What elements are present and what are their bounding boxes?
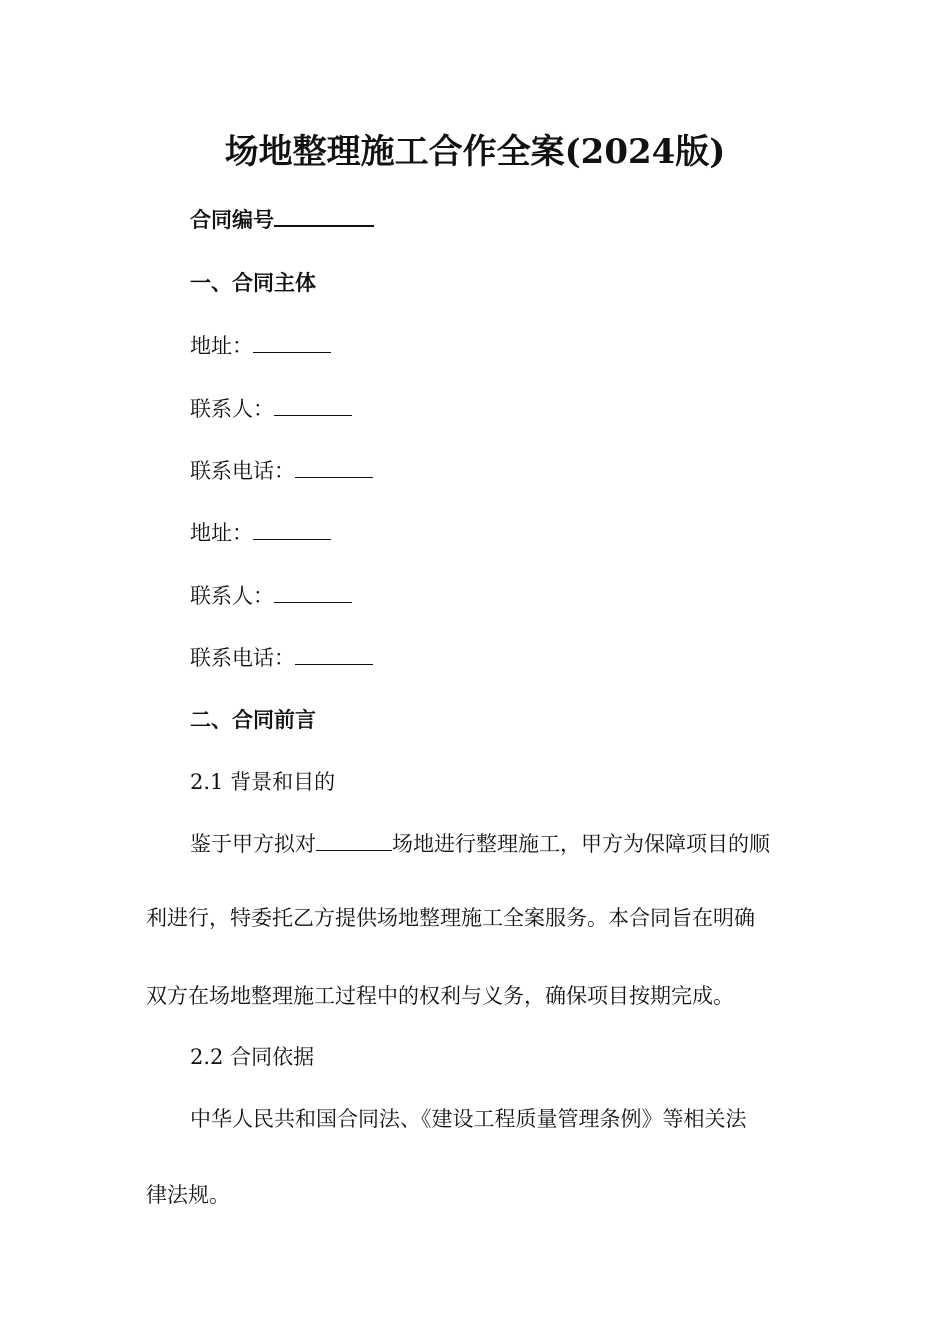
paragraph-text: 场地进行整理施工，甲方为保障项目的顺 <box>392 832 770 856</box>
party-a-address-label: 地址： <box>190 334 253 358</box>
party-b-address-blank[interactable] <box>253 523 331 540</box>
contract-number-label: 合同编号 <box>190 208 274 232</box>
section2-heading: 二、合同前言 <box>190 708 316 732</box>
contract-number-line <box>190 205 374 235</box>
contract-number-blank[interactable] <box>274 209 374 227</box>
site-name-blank[interactable] <box>316 834 392 851</box>
party-a-address-line <box>190 331 331 361</box>
paragraph-line: 中华人民共和国合同法、《建设工程质量管理条例》等相关法 <box>190 1107 747 1131</box>
party-b-address-line <box>190 518 331 548</box>
party-b-contact-label: 联系人： <box>190 584 274 608</box>
section2-1-heading: 2.1 背景和目的 <box>190 770 336 794</box>
document-title: 场地整理施工合作全案(2024版) <box>224 132 726 172</box>
party-b-phone-blank[interactable] <box>295 648 373 665</box>
party-b-address-label: 地址： <box>190 521 253 545</box>
section2-2-heading: 2.2 合同依据 <box>190 1045 315 1069</box>
party-a-phone-label: 联系电话： <box>190 459 295 483</box>
paragraph-line: 利进行，特委托乙方提供场地整理施工全案服务。本合同旨在明确 <box>146 906 755 930</box>
party-b-contact-line <box>190 581 352 611</box>
section1-heading: 一、合同主体 <box>190 271 316 295</box>
party-a-contact-label: 联系人： <box>190 397 274 421</box>
party-b-phone-line <box>190 643 373 673</box>
party-a-phone-line <box>190 456 373 486</box>
party-b-contact-blank[interactable] <box>274 586 352 603</box>
paragraph-line <box>190 829 770 859</box>
paragraph-line: 律法规。 <box>146 1183 230 1207</box>
party-b-phone-label: 联系电话： <box>190 646 295 670</box>
party-a-contact-blank[interactable] <box>274 399 352 416</box>
party-a-phone-blank[interactable] <box>295 461 373 478</box>
paragraph-text: 鉴于甲方拟对 <box>190 832 316 856</box>
party-a-contact-line <box>190 394 352 424</box>
paragraph-line: 双方在场地整理施工过程中的权利与义务，确保项目按期完成。 <box>146 984 734 1008</box>
party-a-address-blank[interactable] <box>253 336 331 353</box>
